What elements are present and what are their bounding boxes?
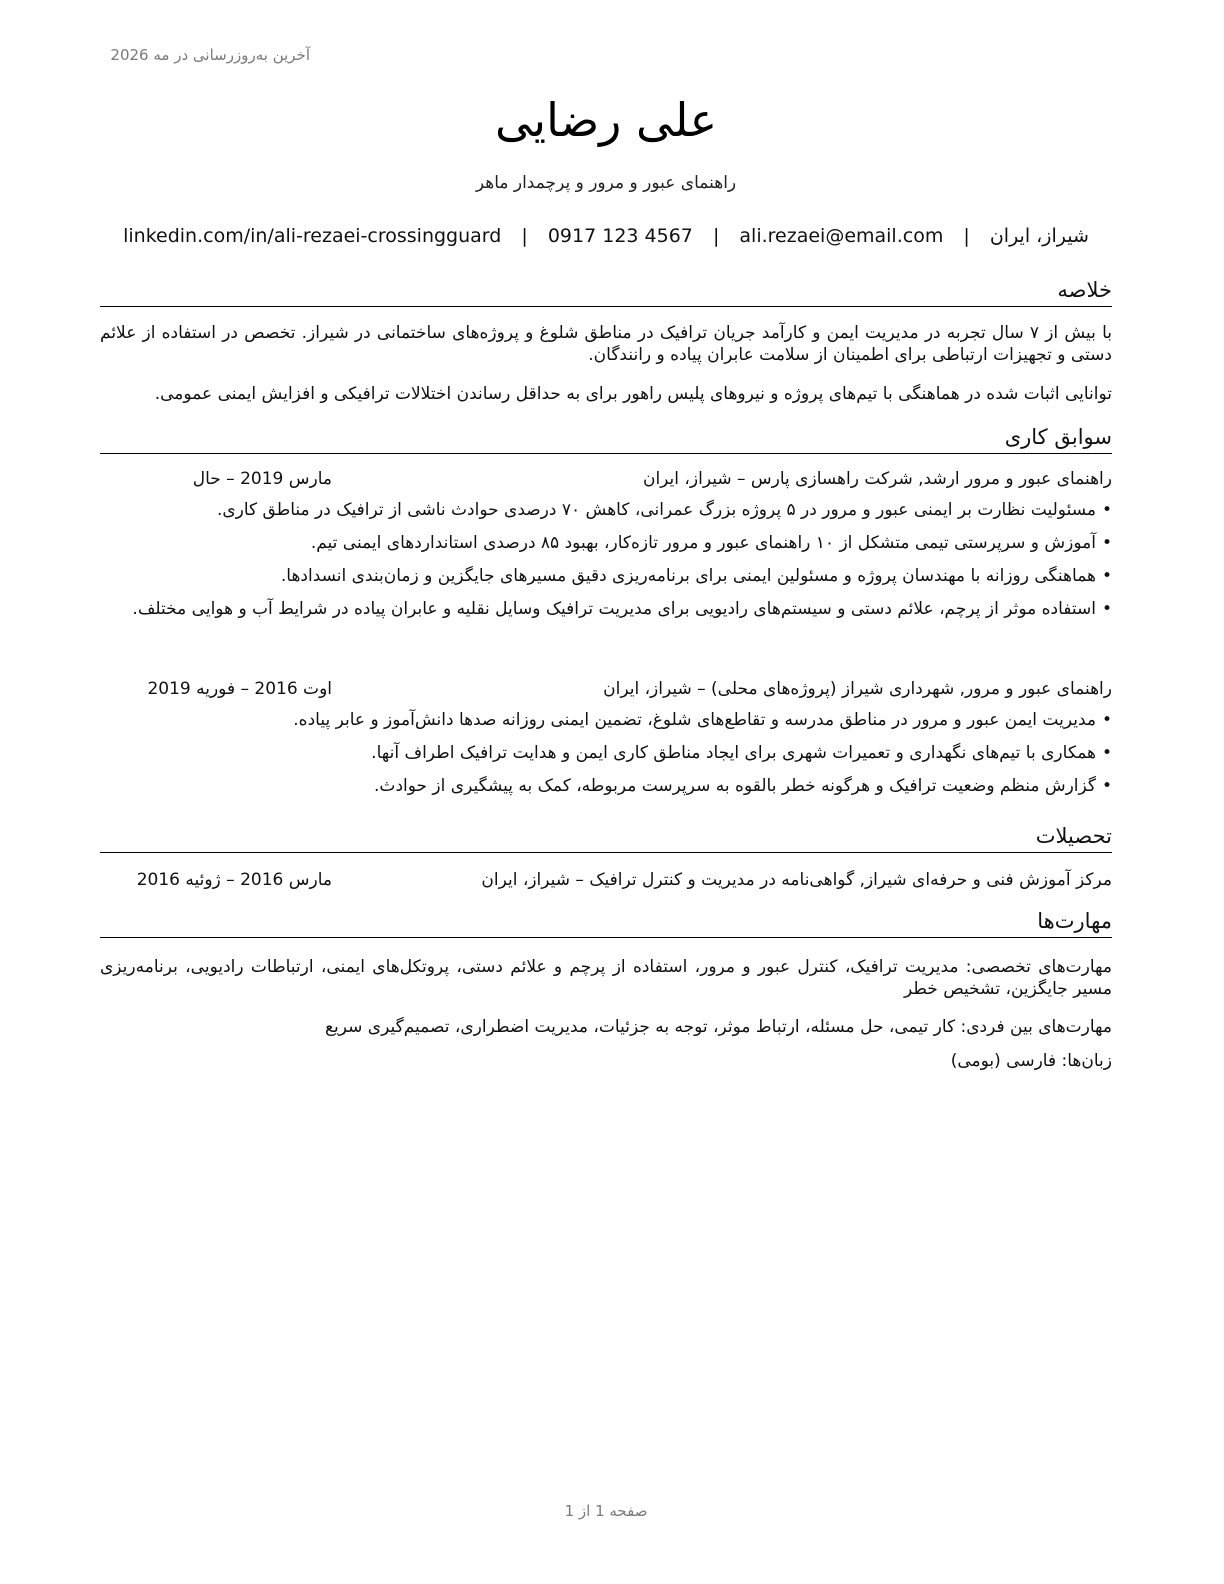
bullet-icon: •	[1101, 710, 1112, 730]
contact-separator: |	[712, 225, 720, 247]
contact-phone[interactable]: 0917 123 4567	[547, 225, 693, 247]
job-header-2	[100, 677, 1112, 701]
education-title: مرکز آموزش فنی و حرفه‌ای شیراز, گواهی‌نامه در مدیریت و کنترل ترافیک – شیراز، ایران	[481, 870, 1112, 890]
skills-interpersonal: مهارت‌های بین فردی: کار تیمی، حل مسئله، ارتباط موثر، توجه به جزئیات، مدیریت اضطراری، تصمیم‌گیری سریع	[324, 1017, 1112, 1037]
bullet-icon: •	[1101, 500, 1112, 520]
contact-email[interactable]: ali.rezaei@email.com	[739, 225, 944, 247]
list-item: • استفاده موثر از پرچم، علائم دستی و سیستم‌های رادیویی برای مدیریت ترافیک وسایل نقلیه و عابران پیاده در شرایط آب و هوایی مختلف.	[100, 596, 1112, 622]
list-item: • گزارش منظم وضعیت ترافیک و هرگونه خطر بالقوه به سرپرست مربوطه، کمک به پیشگیری از حوادث.	[100, 773, 1112, 799]
job-bullets-1	[100, 497, 1112, 629]
bullet-icon: •	[1101, 599, 1112, 619]
experience-heading: سوابق کاری	[100, 423, 1112, 454]
skills-technical: مهارت‌های تخصصی: مدیریت ترافیک، کنترل عبور و مرور، استفاده از پرچم و علائم دستی، پروتکل‌های ایمنی، ارتباطات رادیویی، برنامه‌ریزی مسیر جایگزین، تشخیص خطر	[100, 957, 1112, 999]
skills-heading: مهارت‌ها	[100, 907, 1112, 938]
summary-paragraph-1: با بیش از ۷ سال تجربه در مدیریت ایمن و کارآمد جریان ترافیک در مناطق شلوغ و پروژه‌های ساختمانی در شیراز. تخصص در استفاده از علائم دستی و تجهیزات ارتباطی برای اطمینان از سلامت عابران پیاده و رانندگان.	[100, 323, 1112, 365]
contact-linkedin[interactable]: linkedin.com/in/ali-rezaei-crossingguard	[123, 225, 502, 247]
job-dates: مارس 2019 – حال	[192, 469, 332, 489]
summary-paragraph-2: توانایی اثبات شده در هماهنگی با تیم‌های پروژه و نیروهای پلیس راهور برای به حداقل رساندن اختلالات ترافیکی و افزایش ایمنی عمومی.	[154, 384, 1112, 404]
education-entry	[100, 868, 1112, 892]
page-footer: صفحه 1 از 1	[564, 1502, 648, 1520]
bullet-icon: •	[1101, 533, 1112, 553]
job-title: راهنمای عبور و مرور ارشد, شرکت راهسازی پارس – شیراز، ایران	[642, 469, 1112, 489]
bullet-icon: •	[1101, 566, 1112, 586]
summary-heading: خلاصه	[100, 276, 1112, 307]
list-item: • مدیریت ایمن عبور و مرور در مناطق مدرسه و تقاطع‌های شلوغ، تضمین ایمنی روزانه صدها دانش‌آموز و عابر پیاده.	[100, 707, 1112, 733]
job-bullets-2	[100, 707, 1112, 806]
resume-page	[100, 0, 1112, 1584]
contact-separator: |	[521, 225, 528, 247]
education-dates: مارس 2016 – ژوئیه 2016	[136, 870, 332, 890]
contact-line	[100, 223, 1112, 249]
education-heading: تحصیلات	[100, 822, 1112, 853]
list-item: • هماهنگی روزانه با مهندسان پروژه و مسئولین ایمنی برای برنامه‌ریزی دقیق مسیرهای جایگزین و زمان‌بندی انسدادها.	[100, 563, 1112, 589]
list-item: • همکاری با تیم‌های نگهداری و تعمیرات شهری برای ایجاد مناطق کاری ایمن و هدایت ترافیک اطراف آنها.	[100, 740, 1112, 766]
contact-separator: |	[963, 225, 970, 247]
list-item: • آموزش و سرپرستی تیمی متشکل از ۱۰ راهنمای عبور و مرور تازه‌کار، بهبود ۸۵ درصدی استانداردهای ایمنی تیم.	[100, 530, 1112, 556]
job-header-1	[100, 467, 1112, 491]
candidate-tagline: راهنمای عبور و مرور و پرچمدار ماهر	[475, 173, 737, 193]
bullet-icon: •	[1101, 776, 1112, 796]
bullet-icon: •	[1101, 743, 1112, 763]
skills-languages: زبان‌ها: فارسی (بومی)	[950, 1051, 1112, 1071]
list-item: • مسئولیت نظارت بر ایمنی عبور و مرور در ۵ پروژه بزرگ عمرانی، کاهش ۷۰ درصدی حوادث ناشی از ترافیک در مناطق کاری.	[100, 497, 1112, 523]
job-title: راهنمای عبور و مرور, شهرداری شیراز (پروژه‌های محلی) – شیراز، ایران	[603, 679, 1112, 699]
candidate-name: علی رضایی	[494, 93, 718, 147]
last-updated-note: آخرین به‌روزرسانی در مه 2026	[110, 46, 310, 64]
job-dates: اوت 2016 – فوریه 2019	[147, 679, 332, 699]
contact-location: شیراز، ایران	[989, 225, 1089, 247]
